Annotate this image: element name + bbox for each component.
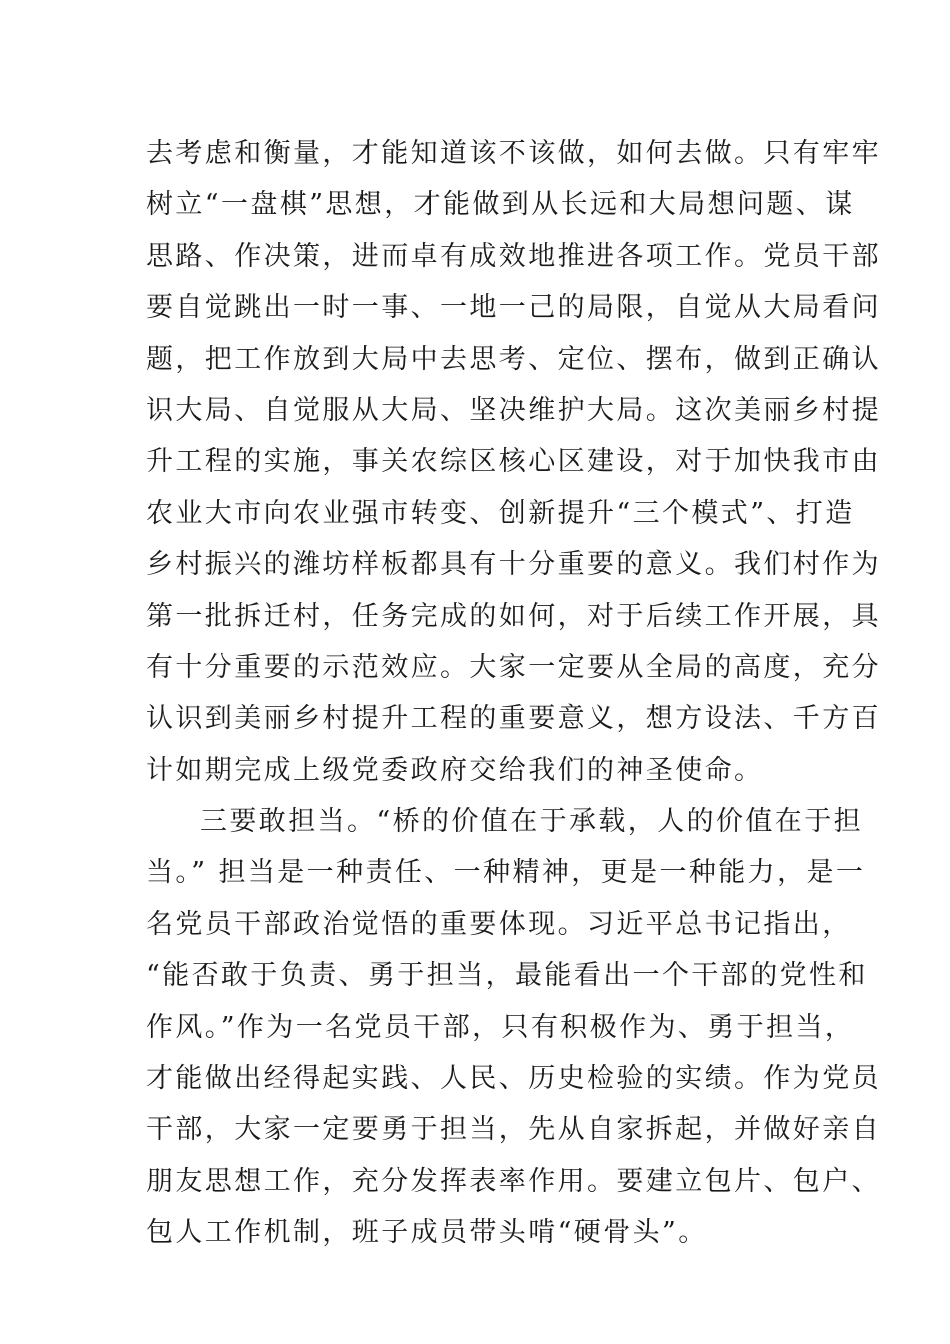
text-line: 升工程的实施，事关农综区核心区建设，对于加快我市由 (146, 446, 881, 478)
text-line: 农业大市向农业强市转变、创新提升“三个模式”、打造 (146, 497, 855, 529)
text-line: 包人工作机制，班子成员带头啃“硬骨头”。 (146, 1217, 708, 1249)
text-line: 认识到美丽乡村提升工程的重要意义，想方设法、千方百 (146, 703, 881, 735)
text-line: 要自觉跳出一时一事、一地一己的局限，自觉从大局看问 (146, 292, 881, 324)
text-line: 乡村振兴的潍坊样板都具有十分重要的意义。我们村作为 (146, 549, 881, 581)
text-line: “能否敢于负责、勇于担当，最能看出一个干部的党性和 (146, 960, 868, 992)
text-line: 名党员干部政治觉悟的重要体现。习近平总书记指出， (146, 908, 852, 940)
text-line: 朋友思想工作，充分发挥表率作用。要建立包片、包户、 (146, 1165, 881, 1197)
text-line: 第一批拆迁村，任务完成的如何，对于后续工作开展，具 (146, 600, 881, 632)
text-line: 树立“一盘棋”思想，才能做到从长远和大局想问题、谋 (146, 189, 855, 221)
text-line: 题，把工作放到大局中去思考、定位、摆布，做到正确认 (146, 343, 881, 375)
text-line: 识大局、自觉服从大局、坚决维护大局。这次美丽乡村提 (146, 394, 881, 426)
text-line: 当。” 担当是一种责任、一种精神，更是一种能力，是一 (146, 857, 866, 889)
paragraph-start-line: 三要敢担当。“桥的价值在于承载，人的价值在于担 (200, 806, 864, 838)
text-line: 作风。”作为一名党员干部，只有积极作为、勇于担当， (146, 1011, 855, 1043)
text-line: 计如期完成上级党委政府交给我们的神圣使命。 (146, 754, 764, 786)
body-text (146, 128, 881, 1259)
text-line: 去考虑和衡量，才能知道该不该做，如何去做。只有牢牢 (146, 138, 881, 169)
text-line: 有十分重要的示范效应。大家一定要从全局的高度，充分 (146, 651, 881, 683)
text-line: 干部，大家一定要勇于担当，先从自家拆起，并做好亲自 (146, 1114, 881, 1146)
text-line: 才能做出经得起实践、人民、历史检验的实绩。作为党员 (146, 1063, 881, 1095)
text-line: 思路、作决策，进而卓有成效地推进各项工作。党员干部 (146, 240, 881, 272)
